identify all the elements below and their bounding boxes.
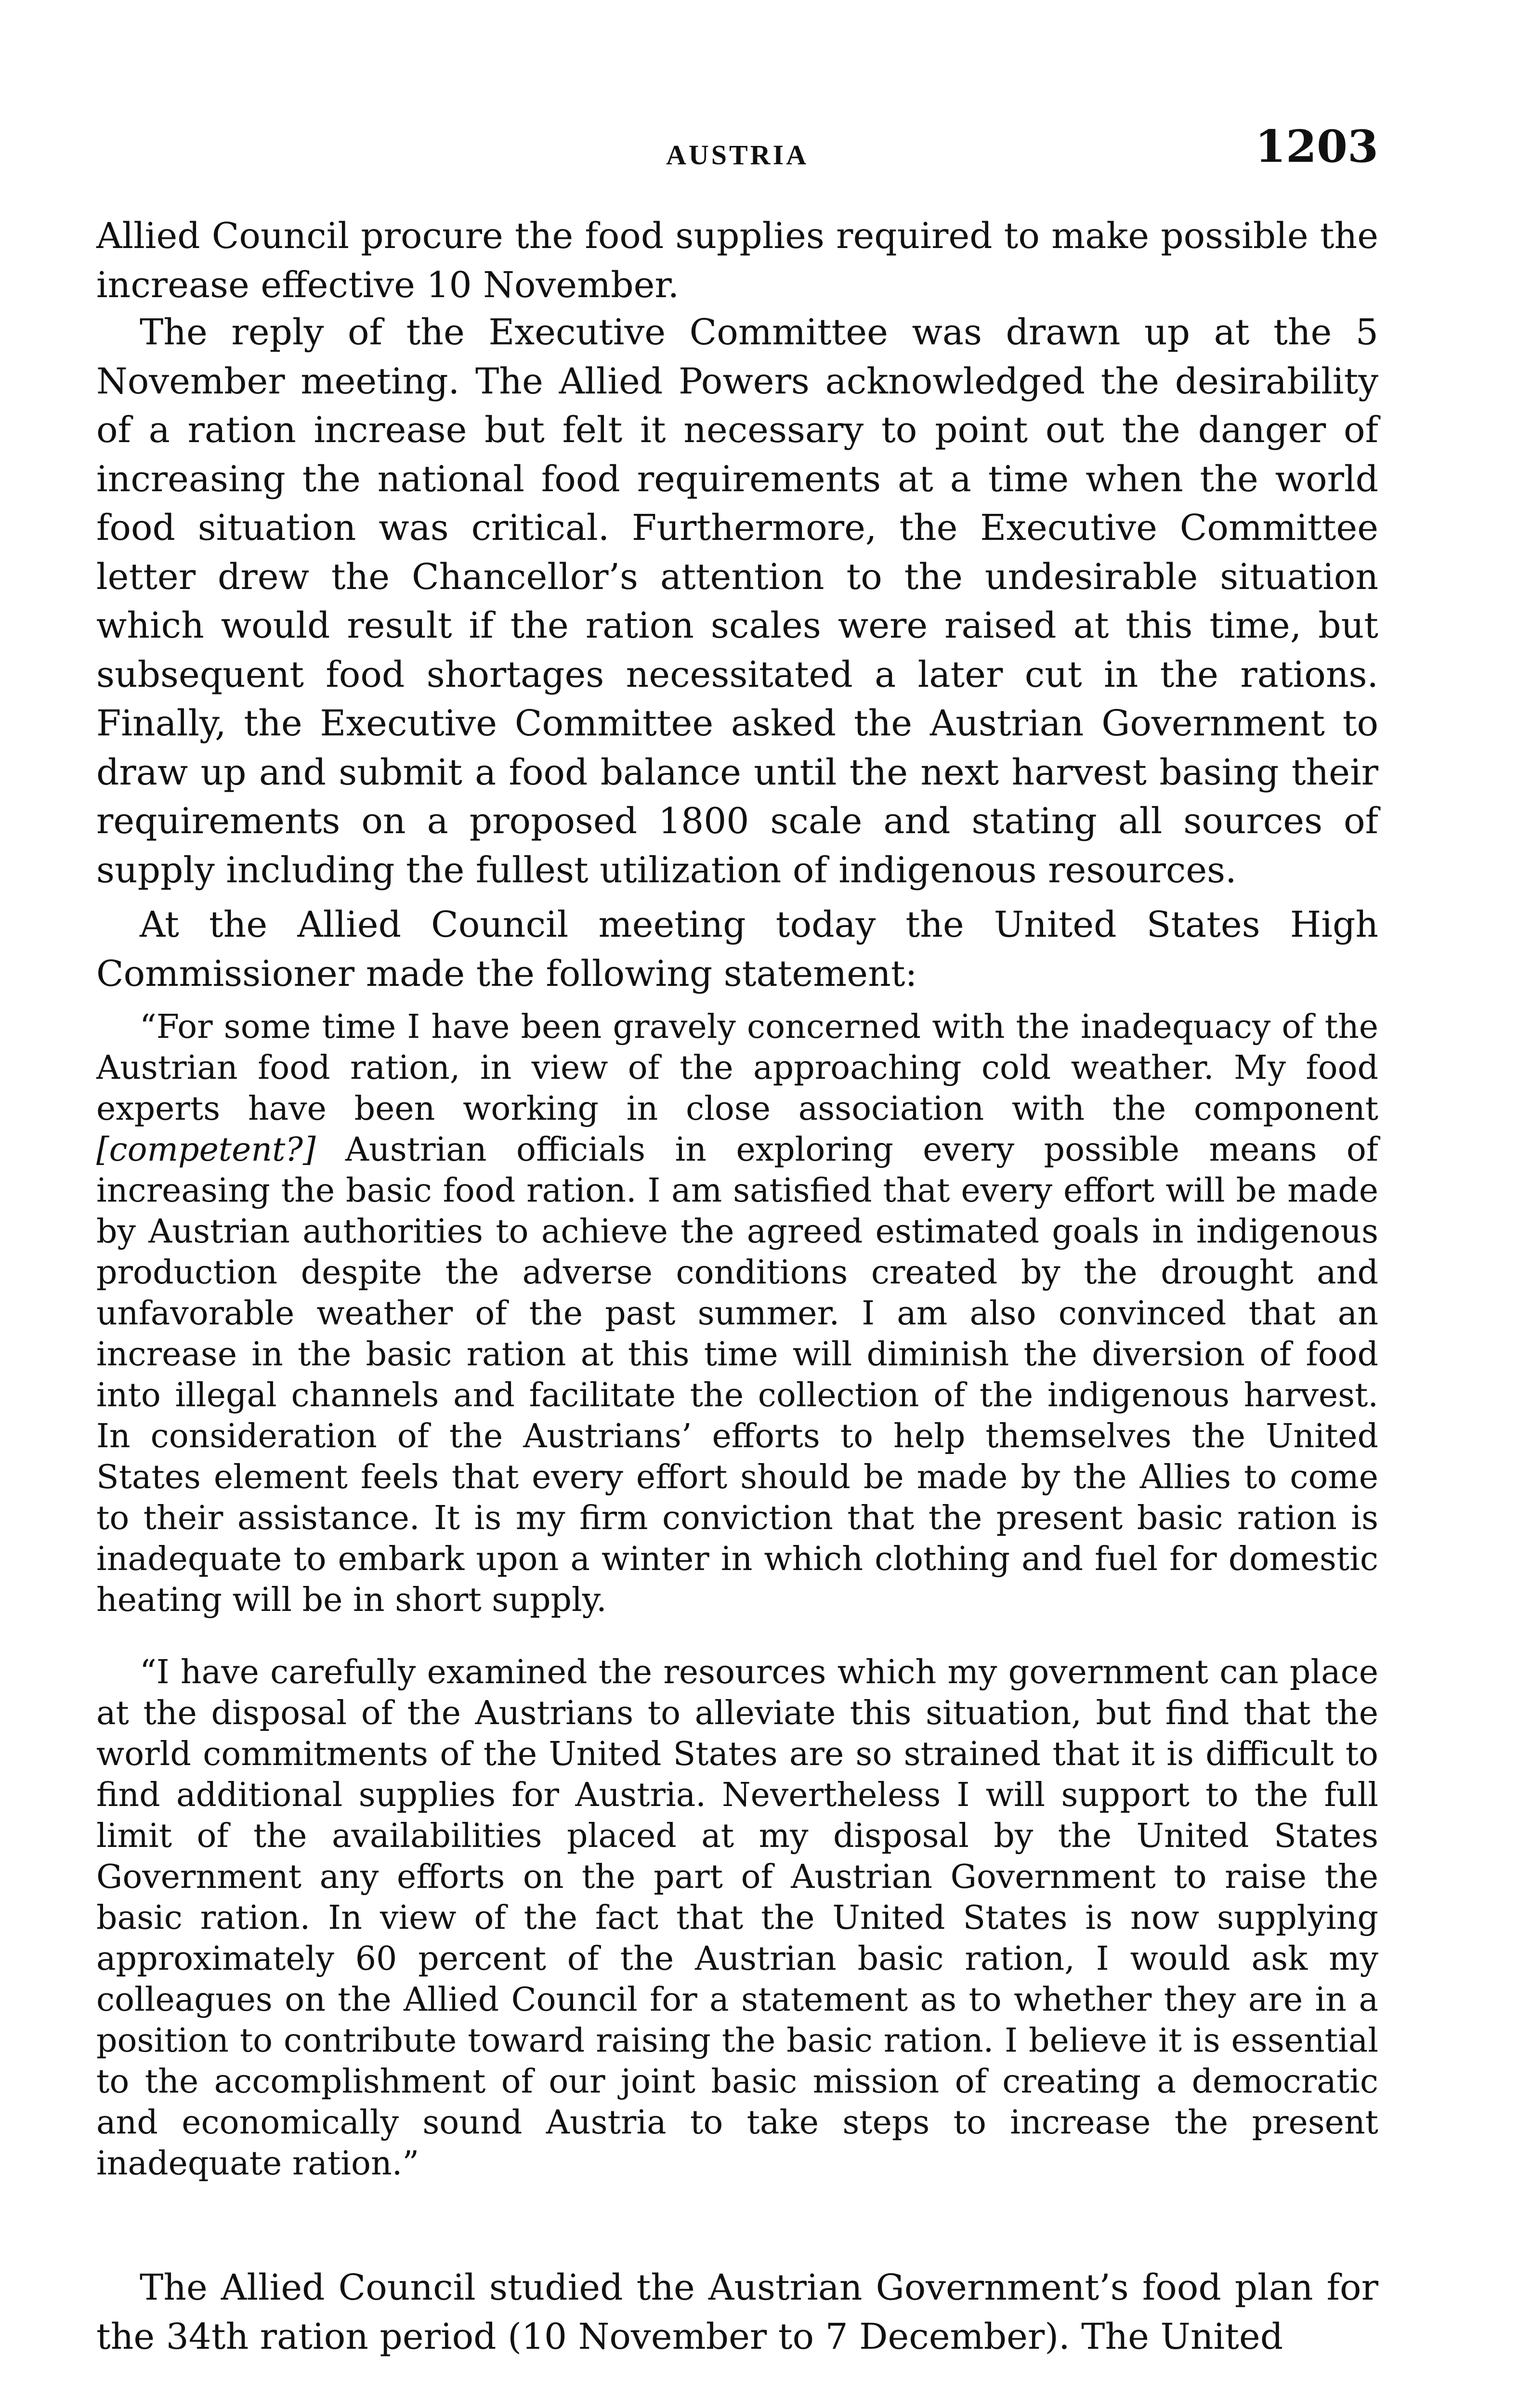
food-plan-paragraph: The Allied Council studied the Austrian Government’s food plan for the 34th ration period (10 November to 7 December). The United xyxy=(96,2267,1378,2357)
quote-1-before-note: “For some time I have been gravely concerned with the inadequacy of the Austrian food ration, in view of the approaching cold weather. My food experts have been working in close association with the component xyxy=(96,1008,1378,1128)
allied-council-meeting-paragraph: At the Allied Council meeting today the United States High Commissioner made the following statement: xyxy=(96,904,1378,995)
continued-paragraph: Allied Council procure the food supplies required to make possible the increase effective 10 November. xyxy=(96,215,1378,306)
section-title: AUSTRIA xyxy=(666,139,809,170)
quote-1-after-note: Austrian officials in exploring every possible means of increasing the basic food ration. I am satisfied that every effort will be made by Austrian authorities to achieve the agreed estimated goals in indigenous production despite the adverse conditions created by the drought and unfavorable weather of the past summer. I am also convinced that an increase in the basic ration at this time will diminish the diversion of food into illegal channels and facilitate the collection of the indigenous harvest. In consideration of the Austrians’ efforts to help themselves the United States element feels that every effort should be made by the Allies to come to their assistance. It is my firm conviction that the present basic ration is inadequate to embark upon a winter in which clothing and fuel for domestic heating will be in short supply. xyxy=(96,1131,1378,1619)
running-head xyxy=(96,120,1378,173)
quoted-statement-paragraph-1 xyxy=(96,1007,1378,1621)
editorial-note: [competent?] xyxy=(96,1131,316,1169)
executive-committee-reply-paragraph: The reply of the Executive Committee was drawn up at the 5 November meeting. The Allied Powers acknowledged the desirability of a ration increase but felt it necessary to point out the danger of increasing the national food requirements at a time when the world food situation was critical. Furthermore, the Executive Committee letter drew the Chancellor’s attention to the undesirable situation which would result if the ration scales were raised at this time, but subsequent food shortages necessitated a later cut in the rations. Finally, the Executive Committee asked the Austrian Government to draw up and submit a food balance until the next harvest basing their requirements on a proposed 1800 scale and stating all sources of supply including the fullest utilization of indigenous resources. xyxy=(96,312,1378,891)
quoted-statement-paragraph-2: “I have carefully examined the resources which my government can place at the disposal of the Austrians to alleviate this situation, but find that the world commitments of the United States are so strained that it is difficult to find additional supplies for Austria. Nevertheless I will support to the full limit of the availabilities placed at my disposal by the United States Government any efforts on the part of Austrian Government to raise the basic ration. In view of the fact that the United States is now supplying approximately 60 percent of the Austrian basic ration, I would ask my colleagues on the Allied Council for a statement as to whether they are in a position to contribute toward raising the basic ration. I believe it is essential to the accomplishment of our joint basic mission of creating a democratic and economically sound Austria to take steps to increase the present inadequate ration.” xyxy=(96,1653,1378,2183)
page-number: 1203 xyxy=(1255,120,1378,172)
